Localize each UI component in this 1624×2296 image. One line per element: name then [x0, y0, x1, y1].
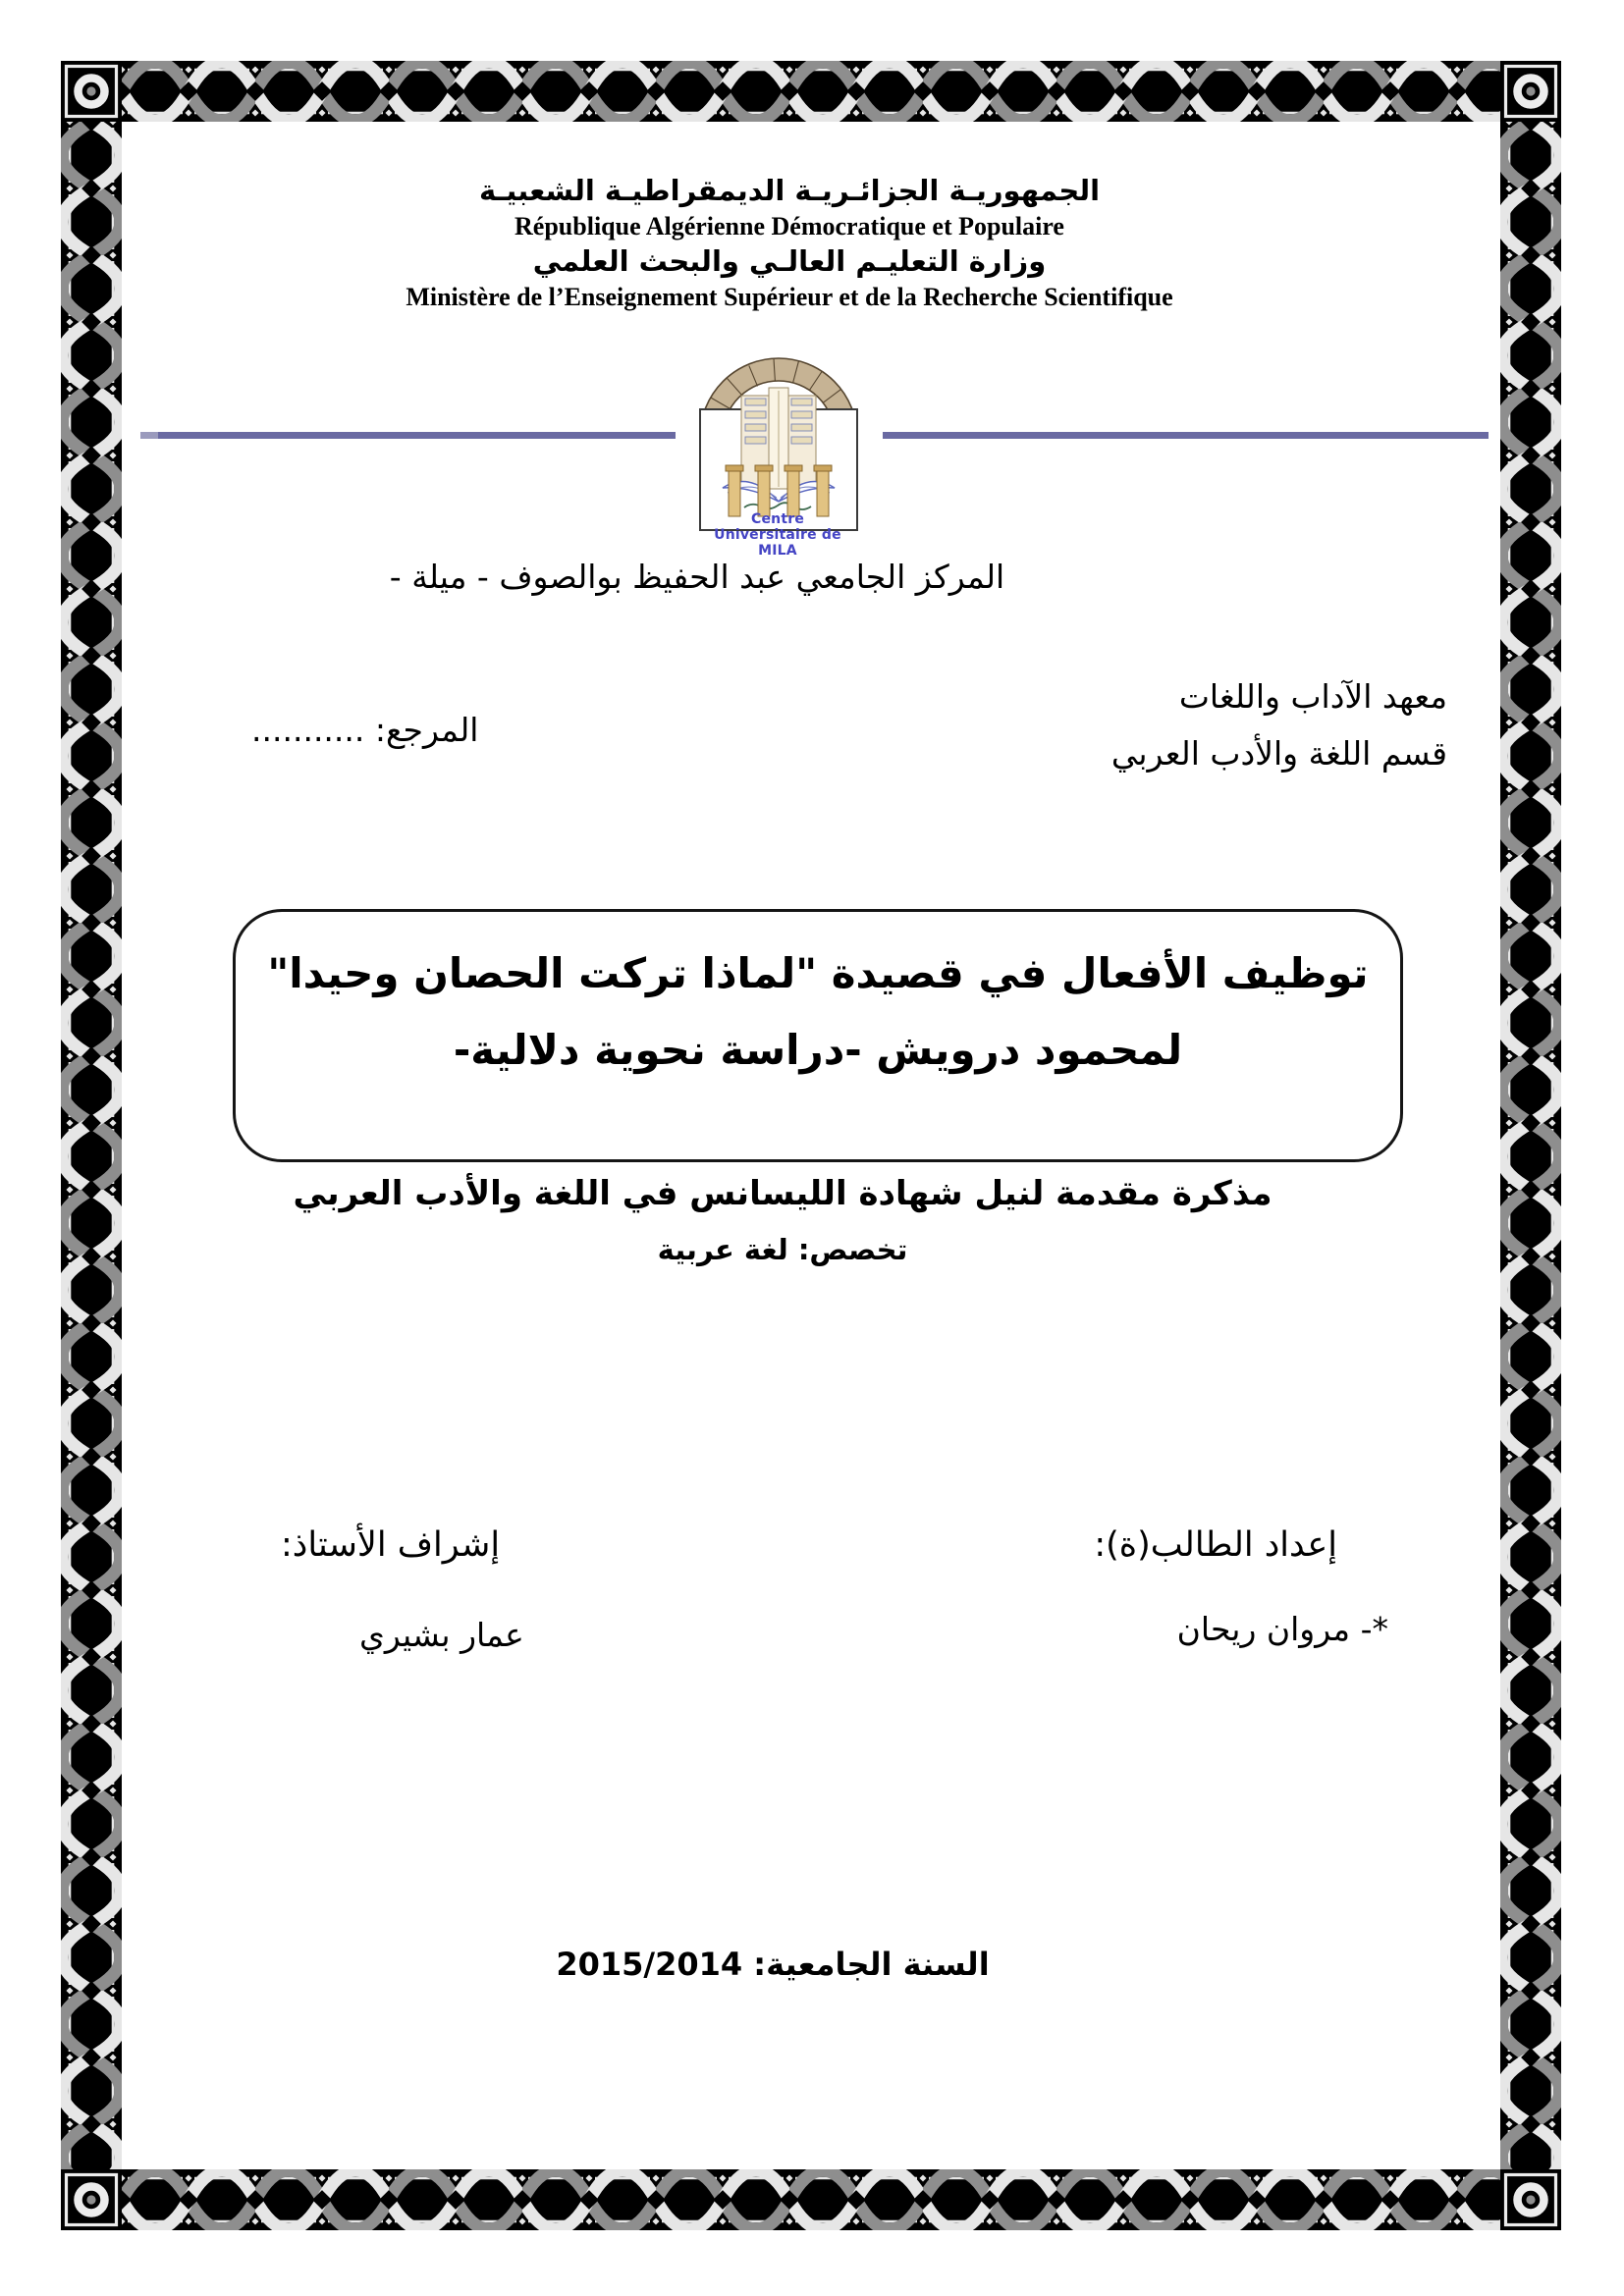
header-block	[49, 173, 1530, 314]
frame-corner-top-right	[1500, 61, 1561, 122]
ministry-name-french: Ministère de l’Enseignement Supérieur et de la Recherche Scientifique	[406, 283, 1173, 311]
frame-right-band	[1500, 122, 1561, 2169]
frame-corner-bottom-right	[1500, 2169, 1561, 2230]
university-center-name: المركز الجامعي عبد الحفيظ بوالصوف - ميلة -	[389, 558, 1005, 596]
specialty-line: تخصص: لغة عربية	[657, 1233, 908, 1266]
thesis-title	[255, 935, 1380, 1089]
memoir-statement: مذكرة مقدمة لنيل شهادة الليسانس في اللغة والأدب العربي	[293, 1174, 1272, 1213]
logo-caption: Centre Universitaire de MILA	[714, 511, 841, 559]
frame-corner-top-left	[61, 61, 122, 122]
divider-left-cap	[140, 432, 158, 439]
supervisor-label: إشراف الأستاذ:	[281, 1525, 501, 1565]
student-name: *- مروان ريحان	[1176, 1610, 1388, 1648]
department-name: قسم اللغة والأدب العربي	[1110, 734, 1447, 773]
thesis-title-line2: لمحمود درويش -دراسة نحوية دلالية-	[453, 1026, 1183, 1074]
thesis-title-line1: توظيف الأفعال في قصيدة "لماذا تركت الحصان وحيدا"	[267, 949, 1369, 997]
academic-year-line: السنة الجامعية: 2015/2014	[556, 1946, 990, 1983]
frame-corner-bottom-left	[61, 2169, 122, 2230]
divider-line-left	[158, 432, 676, 439]
reference-field: المرجع: ...........	[251, 711, 479, 749]
republic-name-french: République Algérienne Démocratique et Populaire	[514, 212, 1064, 240]
frame-bottom-band	[122, 2169, 1500, 2230]
frame-top-band	[122, 61, 1500, 122]
frame-left-band	[61, 122, 122, 2169]
student-prepared-by-label: إعداد الطالب(ة):	[1094, 1525, 1337, 1565]
divider-line-right	[883, 432, 1489, 439]
thesis-title-box	[233, 909, 1403, 1162]
supervisor-name: عمار بشيري	[359, 1616, 524, 1654]
republic-name-arabic: الجمهوريـة الجزائـريـة الديمقراطيـة الشعبيـة	[478, 174, 1101, 207]
ministry-name-arabic: وزارة التعليـم العالـي والبحث العلمي	[532, 244, 1047, 278]
institute-name: معهد الآداب واللغات	[1178, 677, 1447, 716]
university-logo	[695, 349, 862, 536]
